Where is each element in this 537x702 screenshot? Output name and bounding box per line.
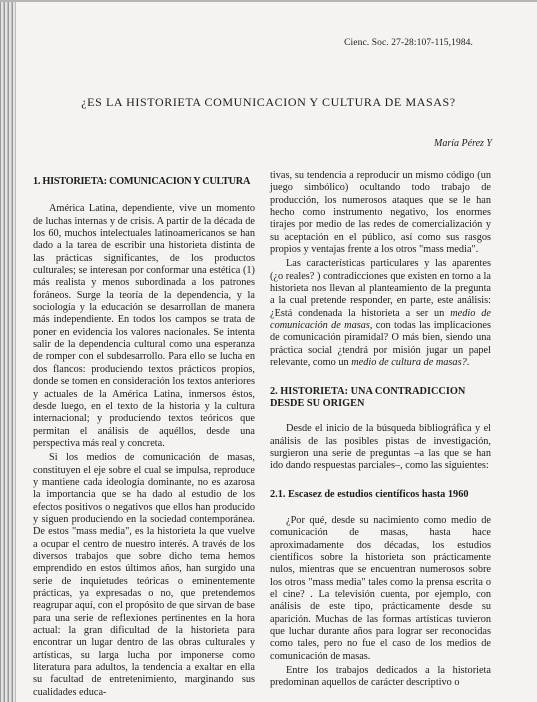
paragraph-continuation: tivas, su tendencia a reproducir un mismo código (un juego simbólico) ocultando todo trabajo de producción, los numerosos ataques que se le han hecho como instrumento negativo, los enormes tirajes por medio de las redes de comercialización y su aceptación en el público, así como sus rasgos propios y ventajas frente a los otros "mass media". <box>270 170 491 256</box>
right-column <box>270 170 491 690</box>
paragraph: Entre los trabajos dedicados a la historieta predominan aquellos de carácter descriptivo o <box>270 665 491 689</box>
section-1-heading: 1. HISTORIETA: COMUNICACION Y CULTURA <box>33 176 251 187</box>
italic-phrase: medio de comunicación de masas, <box>270 307 491 332</box>
paragraph: América Latina, dependiente, vive un momento de luchas internas y de crisis. A partir de la década de los 60, muchos intelectuales latinoamericanos se han dado a la tarea de escribir una historieta distinta de las prácticas significantes, de los productos culturales; se interesan por conformar una estética (1) más realista y menos subordinada a los patrones foráneos. Surge la teoría de la dependencia, y la sociología y la educación se desarrollan de manera más independiente. En todos los campos se trata de poner en evidencia los valores nacionales. Se intenta salir de la dependencia cultural como una esperanza de romper con el subdesarrollo. Para ello se lucha en dos flancos: produciendo textos prácticos propios, donde se tomen en consideración los textos anteriores y actuales de la América Latina, inmersos éstos, desde luego, en el texto de la historia y la cultura internacional; y produciendo textos teóricos que permitan el análisis de aquéllos, desde una perspectiva más real y concreta. <box>33 203 255 449</box>
journal-citation: Cienc. Soc. 27-28:107-115,1984. <box>344 38 473 48</box>
subsection-2-1-heading: 2.1. Escasez de estudios científicos hasta 1960 <box>270 488 469 500</box>
italic-phrase: medio de cultura de masas? <box>351 357 467 369</box>
paragraph-text: . <box>466 357 470 369</box>
paragraph-text: con todas las implicaciones de comunicación piramidal? O más bien, siendo una práctica social ¿tendrá por misión jugar un papel relevante, como un <box>270 320 491 369</box>
paragraph-text: Las características particulares y las aparentes (¿o reales? ) contradicciones que existen en torno a la historieta nos llevan al planteamiento de la pregunta a la cual pretende responder, en parte, este análisis: ¿Está condenada la historieta a ser un <box>270 258 491 319</box>
paragraph: Desde el inicio de la búsqueda bibliográfica y el análisis de las posibles pistas de investigación, surgieron una serie de preguntas –a las que se han ido dando respuestas parciales–, como las siguientes: <box>270 423 491 472</box>
article-author: María Pérez Y <box>434 138 492 149</box>
section-2-heading: 2. HISTORIETA: UNA CONTRADICCION DESDE SU ORIGEN <box>270 385 466 409</box>
paragraph <box>270 258 491 369</box>
paragraph: ¿Por qué, desde su nacimiento como medio de comunicación de masas, hasta hace aproximadamente dos décadas, los estudios científicos sobre la historieta son prácticamente nulos, mientras que se encuentran numerosos sobre los otros "mass media" tales como la prensa escrita o el cine? . La televisión cuenta, por ejemplo, con análisis de este tipo, prácticamente desde su aparición. Muchas de las formas artísticas tuvieron que luchar durante años para lograr ser reconocidas como tales, pero no fue el caso de los medios de comunicación de masas. <box>270 514 491 662</box>
page-top-edge <box>0 0 537 2</box>
paragraph: Si los medios de comunicación de masas, constituyen el eje sobre el cual se impulsa, reproduce y mantiene cada ideología dominante, no es azarosa la importancia que se ha dado al estudio de los efectos positivos o negativos que ellos han producido y siguen produciendo en la sociedad contemporánea. De estos "mass media", es la historieta la que vuelve a ocupar el centro de nuestro interés. A través de los diversos trabajos que sobre dicho tema hemos emprendido en estos últimos años, han surgido una serie de inquietudes teóricas o eminentemente prácticas, ya expresadas o no, que pretendemos reagrupar aquí, con el propósito de que sirvan de base para una serie de reflexiones pertinentes en la hora actual: la gran dificultad de la historieta para encontrar un lugar dentro de las obras culturales y artísticas, su larga lucha por imponerse como literatura para adultos, la tendencia a exaltar en ella su facultad de entretenimiento, marginando sus cualidades educa- <box>33 452 255 698</box>
article-title: ¿ES LA HISTORIETA COMUNICACION Y CULTURA DE MASAS? <box>81 95 456 109</box>
left-column <box>33 170 255 699</box>
